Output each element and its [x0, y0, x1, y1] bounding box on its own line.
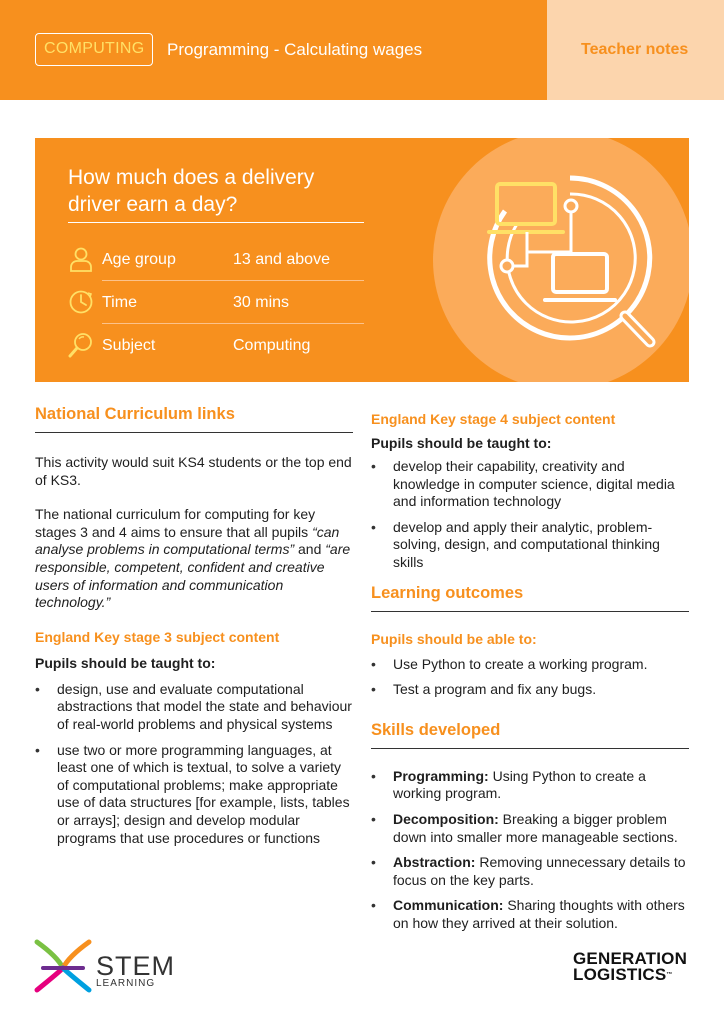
- info-value: Computing: [233, 337, 311, 354]
- list-item: • Use Python to create a working program.: [371, 656, 689, 674]
- generation-logistics-logo: [573, 951, 687, 983]
- intro-paragraph: This activity would suit KS4 students or the top end of KS3.: [35, 454, 352, 488]
- ks4-list: [371, 458, 689, 572]
- skill-term: Decomposition:: [393, 810, 499, 827]
- list-item: • use two or more programming languages, at least one of which is textual, to solve a variety of computational problems; make appropriate use of data structures [for example, lists, tables or arrays]; design and develop modular programs that use procedures or functions: [35, 742, 353, 848]
- list-item: • design, use and evaluate computational abstractions that model the state and behaviour of real-world problems and physical systems: [35, 681, 353, 734]
- skills-list: [371, 768, 689, 933]
- ks3-taught-label: Pupils should be taught to:: [35, 654, 216, 671]
- stem-learning-logo-icon: [33, 938, 93, 994]
- aims-quote-2: “are responsible, competent, confident and creative users of information and communication technology.”: [35, 541, 351, 611]
- gl-trademark: ™: [666, 972, 673, 978]
- ks3-heading: England Key stage 3 subject content: [35, 628, 280, 645]
- aims-paragraph: [35, 506, 353, 612]
- skill-item: [371, 811, 689, 846]
- person-icon: [68, 246, 94, 272]
- teacher-notes-label: Teacher notes: [581, 41, 689, 58]
- info-row-age: [68, 238, 364, 281]
- stem-logo-name: STEM: [96, 951, 176, 981]
- clock-icon: [68, 289, 94, 315]
- computer-network-magnifier-icon: [475, 166, 665, 356]
- ks4-taught-label: Pupils should be taught to:: [371, 435, 552, 451]
- aims-text: The national curriculum for computing for key stages 3 and 4 aims to ensure that all pupils: [35, 506, 316, 540]
- curriculum-heading: National Curriculum links: [35, 405, 353, 433]
- outcomes-list: [371, 656, 689, 699]
- skill-desc: Using Python to create a working program.: [393, 767, 646, 802]
- right-column: [371, 411, 689, 933]
- skill-desc: Sharing thoughts with others on how they arrived at their solution.: [393, 897, 685, 931]
- gl-line-2-wrap: [573, 967, 687, 983]
- ks3-list: [35, 681, 353, 847]
- skill-item: [371, 854, 689, 889]
- info-row-time: [68, 281, 364, 324]
- skill-item: [371, 897, 689, 932]
- info-label: Time: [102, 294, 137, 311]
- skill-term: Programming:: [393, 767, 489, 784]
- skills-heading: Skills developed: [371, 721, 689, 749]
- skill-term: Communication:: [393, 897, 504, 914]
- ks4-heading: England Key stage 4 subject content: [371, 411, 616, 427]
- skill-item: [371, 768, 689, 803]
- hero-panel: [35, 138, 689, 382]
- info-value: 30 mins: [233, 294, 290, 311]
- list-item: • Test a program and fix any bugs.: [371, 681, 689, 699]
- gl-line-2: LOGISTICS: [573, 965, 667, 984]
- subject-badge: COMPUTING: [35, 33, 153, 66]
- info-value: 13 and above: [233, 251, 330, 268]
- info-row-subject: [68, 324, 364, 367]
- list-item: • develop their capability, creativity and knowledge in computer science, digital media and information technology: [371, 458, 689, 511]
- info-label: Age group: [102, 251, 176, 268]
- hero-divider: [68, 222, 364, 223]
- page-header: [0, 0, 724, 100]
- skill-desc: Breaking a bigger problem down into smaller more manageable sections.: [393, 810, 678, 845]
- outcomes-heading: Learning outcomes: [371, 584, 689, 612]
- left-column: [35, 405, 353, 847]
- skill-term: Abstraction:: [393, 854, 476, 871]
- hero-question: How much does a delivery driver earn a day?: [68, 166, 315, 216]
- info-label: Subject: [102, 337, 156, 354]
- aims-quote-1: “can analyse problems in computational terms”: [35, 523, 340, 558]
- stem-logo-sub: LEARNING: [96, 978, 156, 989]
- outcomes-able-label: Pupils should be able to:: [371, 630, 537, 647]
- gl-line-1: GENERATION: [573, 949, 688, 968]
- list-item: • develop and apply their analytic, problem-solving, design, and computational thinking skills: [371, 519, 689, 572]
- document-title: Programming - Calculating wages: [167, 40, 423, 59]
- magnifier-icon: [68, 332, 94, 358]
- aims-and: and: [294, 541, 326, 558]
- skill-desc: Removing unnecessary details to focus on the key parts.: [393, 854, 686, 888]
